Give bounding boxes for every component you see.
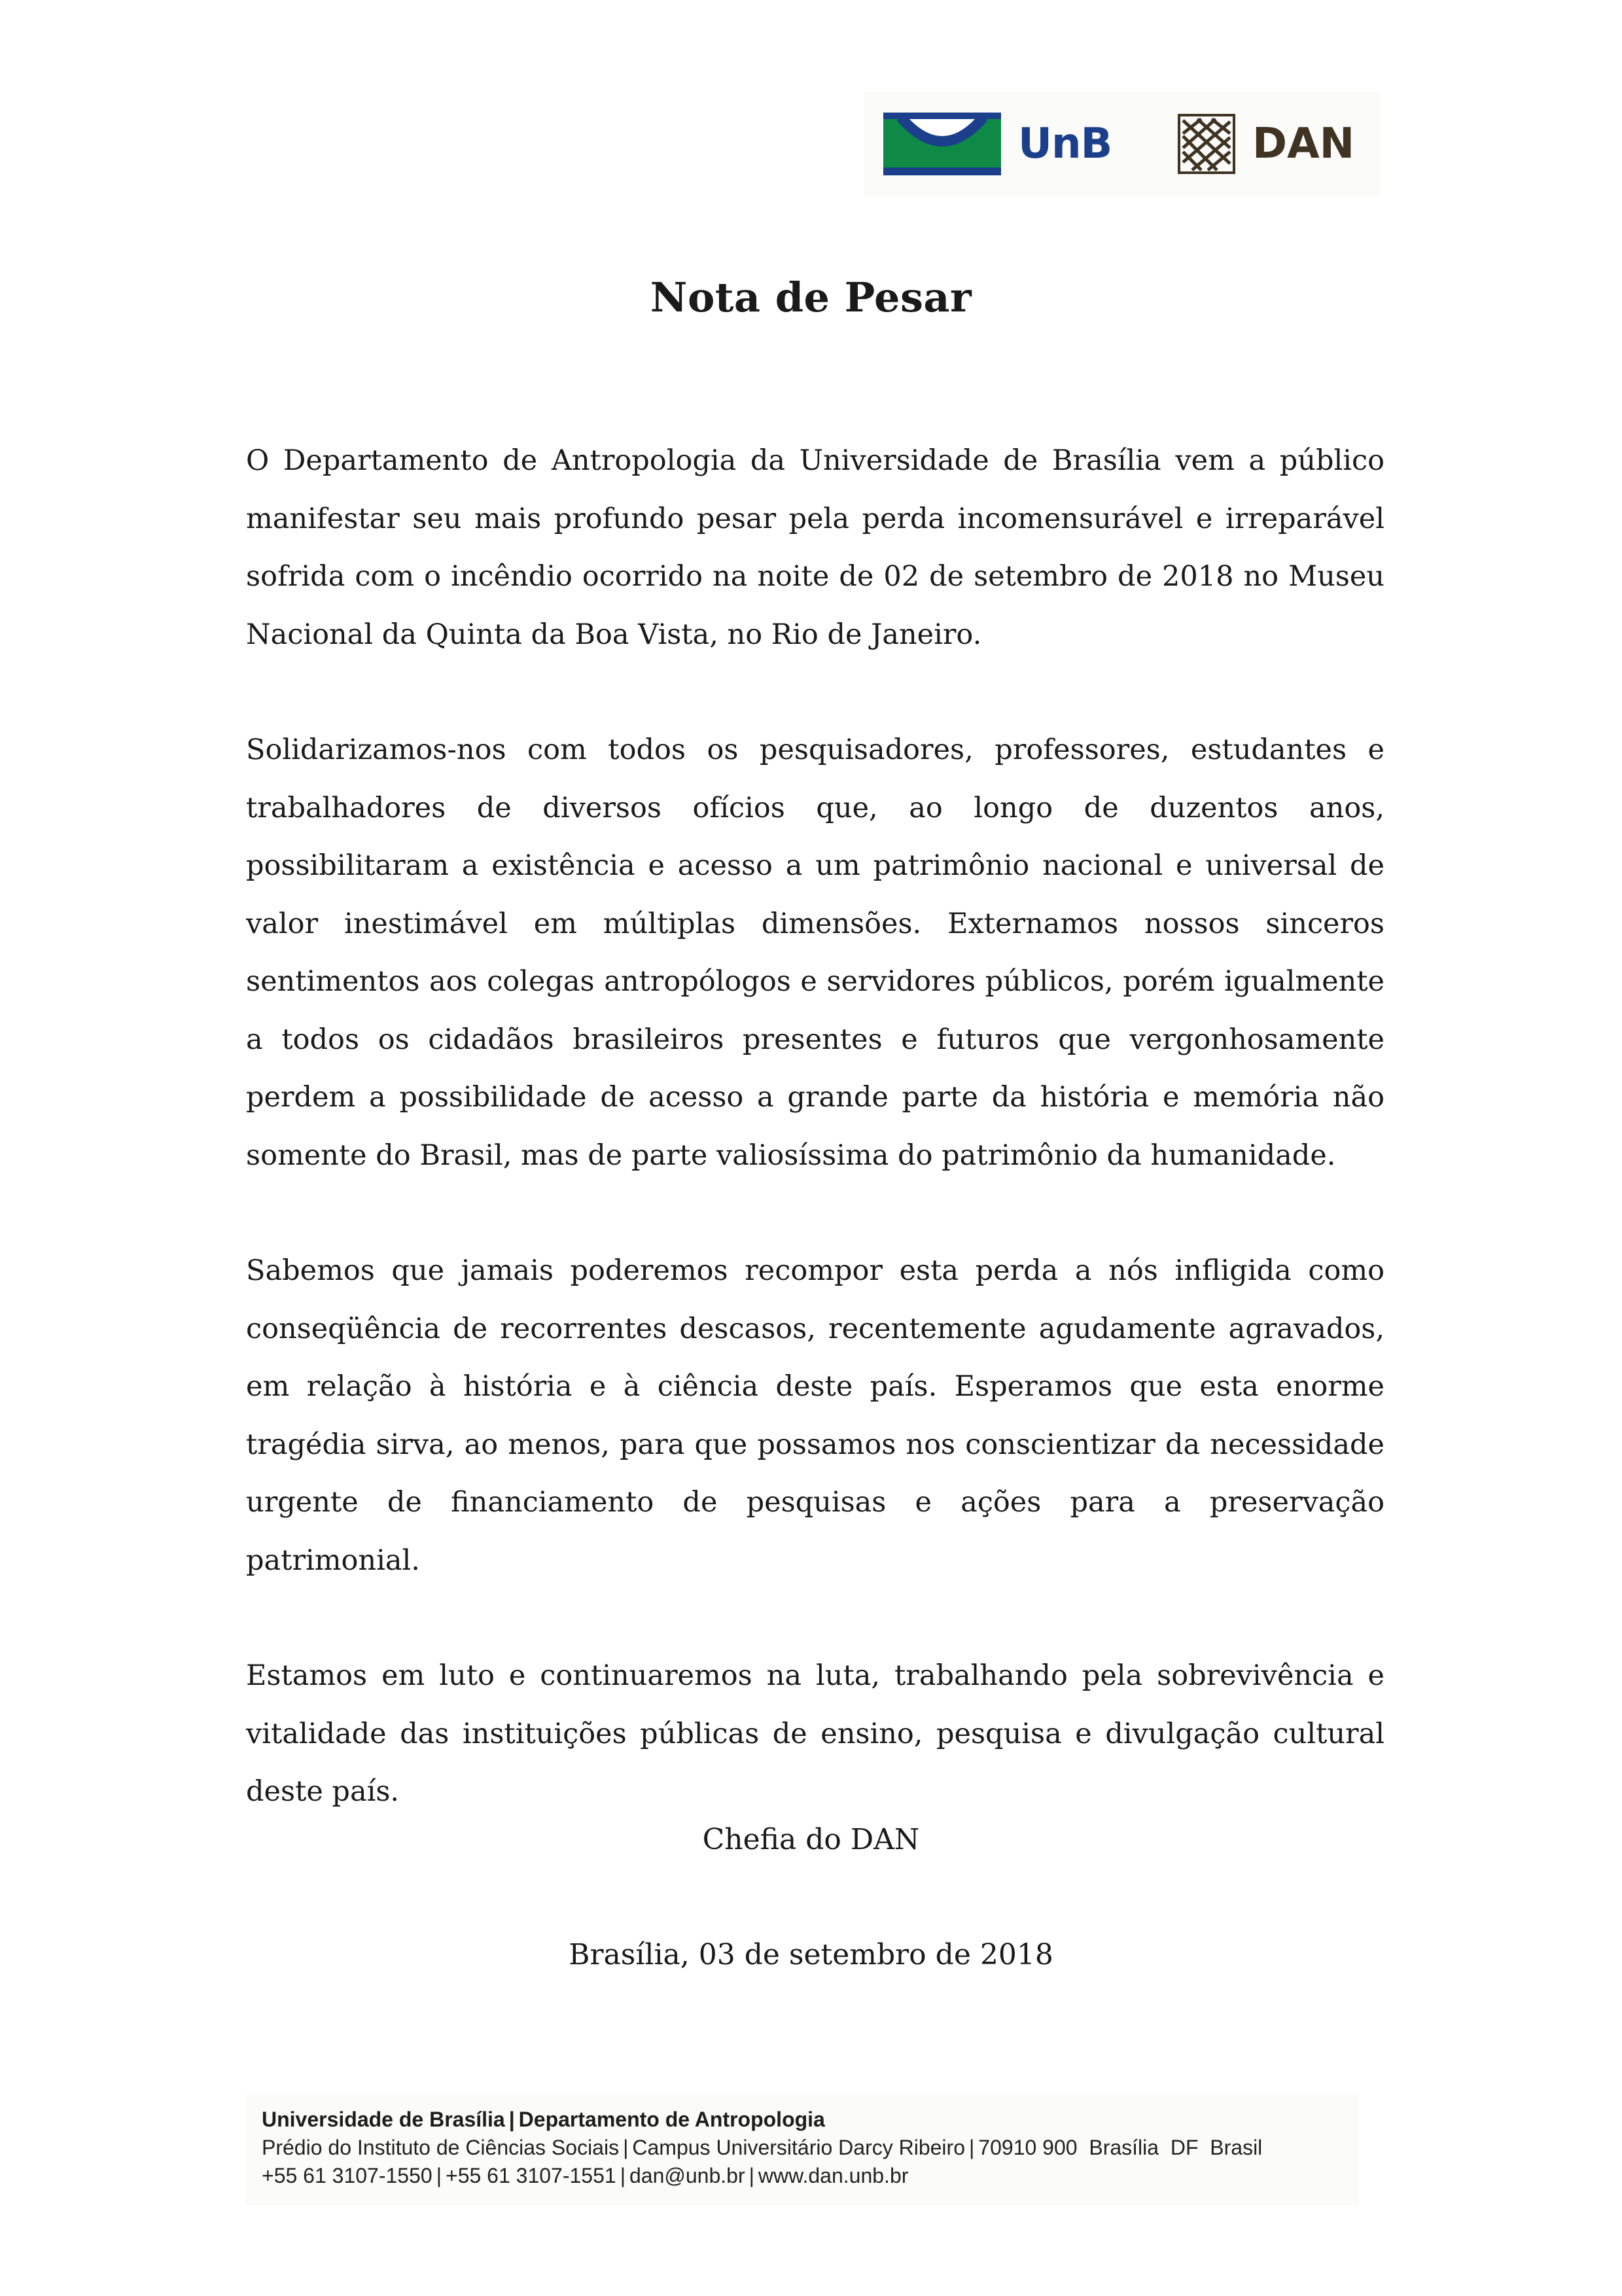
footer-campus: Campus Universitário Darcy Ribeiro [632,2136,965,2159]
footer-postal: 70910 900 Brasília DF Brasil [978,2136,1263,2159]
footer-line-1 [262,2106,1262,2134]
footer-separator: | [508,2108,515,2131]
footer-phone-1: +55 61 3107-1550 [262,2164,432,2187]
footer-email-link[interactable]: dan@unb.br [629,2164,745,2187]
place-date: Brasília, 03 de setembro de 2018 [569,1938,1053,1971]
footer-line-2 [262,2134,1262,2162]
footer-institution: Universidade de Brasília [262,2108,505,2131]
dan-emblem-icon [1178,114,1235,174]
footer-separator: | [436,2164,442,2187]
dan-logo [1178,114,1354,174]
unb-logo [883,113,1112,175]
footer-building: Prédio do Instituto de Ciências Sociais [262,2136,620,2159]
footer-separator: | [623,2136,629,2159]
footer [246,2094,1358,2205]
footer-phone-2: +55 61 3107-1551 [446,2164,616,2187]
paragraph: Estamos em luto e continuaremos na luta, trabalhando pela sobrevivência e vitalidade das instituições públicas de ensino, pesquisa e divulgação cultural deste país. [246,1659,1384,1808]
footer-separator: | [968,2136,975,2159]
footer-line-3 [262,2162,1262,2190]
logo-bar [864,92,1381,196]
signature: Chefia do DAN [702,1823,920,1856]
footer-separator: | [749,2164,754,2187]
footer-website-link[interactable]: www.dan.unb.br [758,2164,909,2187]
footer-separator: | [620,2164,626,2187]
footer-department: Departamento de Antropologia [518,2108,825,2131]
unb-logo-text: UnB [1018,120,1112,168]
dan-logo-text: DAN [1252,120,1355,168]
paragraph: Solidarizamos-nos com todos os pesquisadores, professores, estudantes e trabalhadores de diversos ofícios que, ao longo de duzentos anos, possibilitaram a existência e acesso a um patrimônio nacional e universal de valor inestimável em múltiplas dimensões. Externamos nossos sinceros sentimentos aos colegas antropólogos e servidores públicos, porém igualmente a todos os cidadãos brasileiros presentes e futuros que vergonhosamente perdem a possibilidade de acesso a grande parte da história e memória não somente do Brasil, mas de parte valiosíssima do patrimônio da humanidade. [246,733,1384,1172]
paragraph: Sabemos que jamais poderemos recompor esta perda a nós infligida como conseqüência de recorrentes descasos, recentemente agudamente agravados, em relação à história e à ciência deste país. Esperamos que esta enorme tragédia sirva, ao menos, para que possamos nos conscientizar da necessidade urgente de financiamento de pesquisas e ações para a preservação patrimonial. [246,1254,1384,1577]
document-title: Nota de Pesar [650,274,972,321]
unb-emblem-icon [883,113,1001,175]
paragraph: O Departamento de Antropologia da Universidade de Brasília vem a público manifestar seu mais profundo pesar pela perda incomensurável e irreparável sofrida com o incêndio ocorrido na noite de 02 de setembro de 2018 no Museu Nacional da Quinta da Boa Vista, no Rio de Janeiro. [246,444,1384,651]
document-body [246,432,1384,1879]
